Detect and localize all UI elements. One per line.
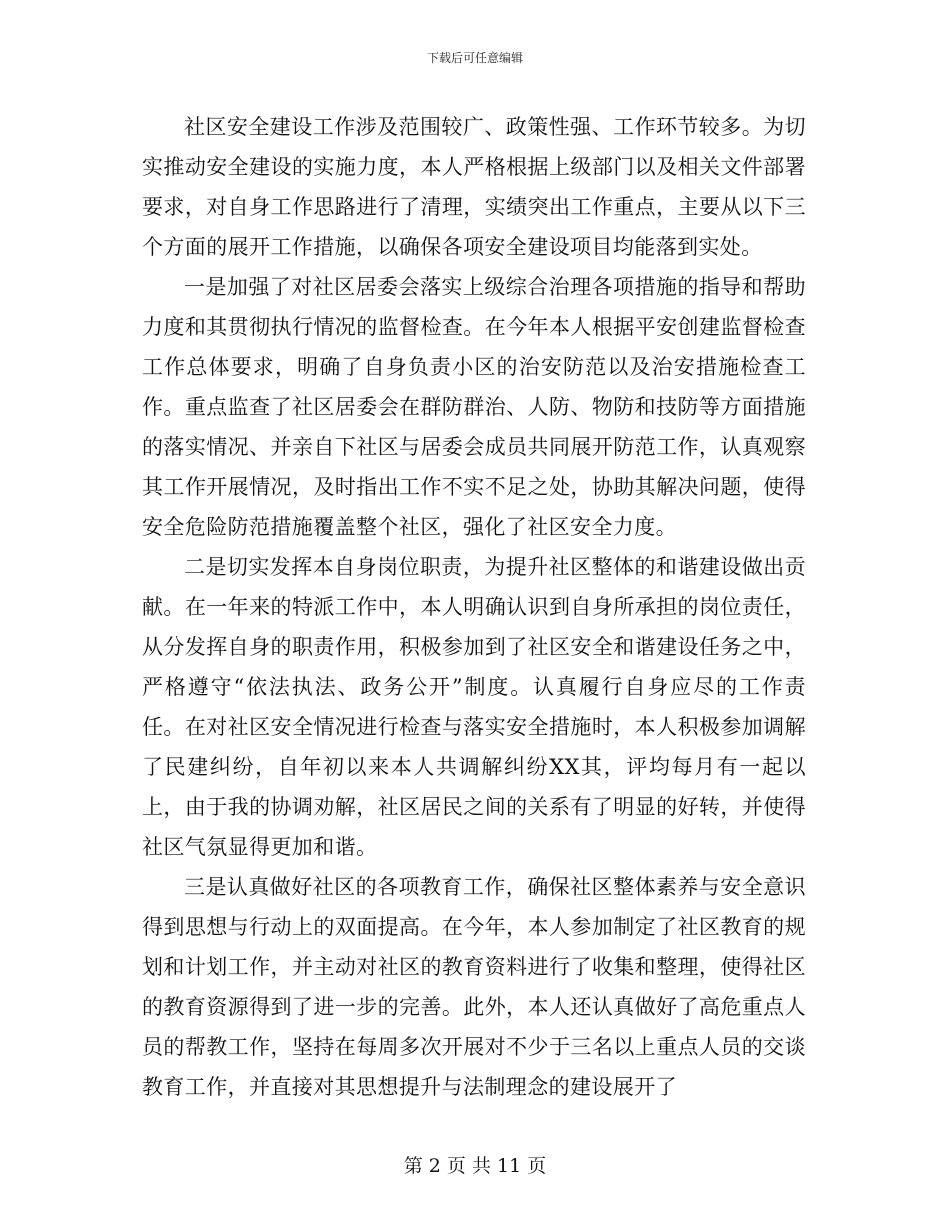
paragraph-point-one: 一是加强了对社区居委会落实上级综合治理各项措施的指导和帮助力度和其贯彻执行情况的监督检查。在今年本人根据平安创建监督检查工作总体要求，明确了自身负责小区的治安防范以及治安措施检查工作。重点监查了社区居委会在群防群治、人防、物防和技防等方面措施的落实情况、并亲自下社区与居委会成员共同展开防范工作，认真观察其工作开展情况，及时指出工作不实不足之处，协助其解决问题，使得安全危险防范措施覆盖整个社区，强化了社区安全力度。 (142, 275, 806, 539)
page-number-footer: 第 2 页 共 11 页 (403, 1155, 547, 1177)
page-header: 下载后可任意编辑 (426, 51, 523, 65)
paragraph-intro: 社区安全建设工作涉及范围较广、政策性强、工作环节较多。为切实推动安全建设的实施力度，本人严格根据上级部门以及相关文件部署要求，对自身工作思路进行了清理，实绩突出工作重点，主要从以下三个方面的展开工作措施，以确保各项安全建设项目均能落到实处。 (142, 115, 806, 259)
paragraph-point-three: 三是认真做好社区的各项教育工作，确保社区整体素养与安全意识得到思想与行动上的双面提高。在今年，本人参加制定了社区教育的规划和计划工作，并主动对社区的教育资料进行了收集和整理，使得社区的教育资源得到了进一步的完善。此外，本人还认真做好了高危重点人员的帮教工作，坚持在每周多次开展对不少于三名以上重点人员的交谈教育工作，并直接对其思想提升与法制理念的建设展开了 (142, 875, 806, 1099)
document-body (142, 107, 806, 1107)
paragraph-point-two: 二是切实发挥本自身岗位职责，为提升社区整体的和谐建设做出贡献。在一年来的特派工作中，本人明确认识到自身所承担的岗位责任，从分发挥自身的职责作用，积极参加到了社区安全和谐建设任务之中，严格遵守“依法执法、政务公开”制度。认真履行自身应尽的工作责任。在对社区安全情况进行检查与落实安全措施时，本人积极参加调解了民建纠纷，自年初以来本人共调解纠纷XX其，评均每月有一起以上，由于我的协调劝解，社区居民之间的关系有了明显的好转，并使得社区气氛显得更加和谐。 (142, 555, 806, 859)
